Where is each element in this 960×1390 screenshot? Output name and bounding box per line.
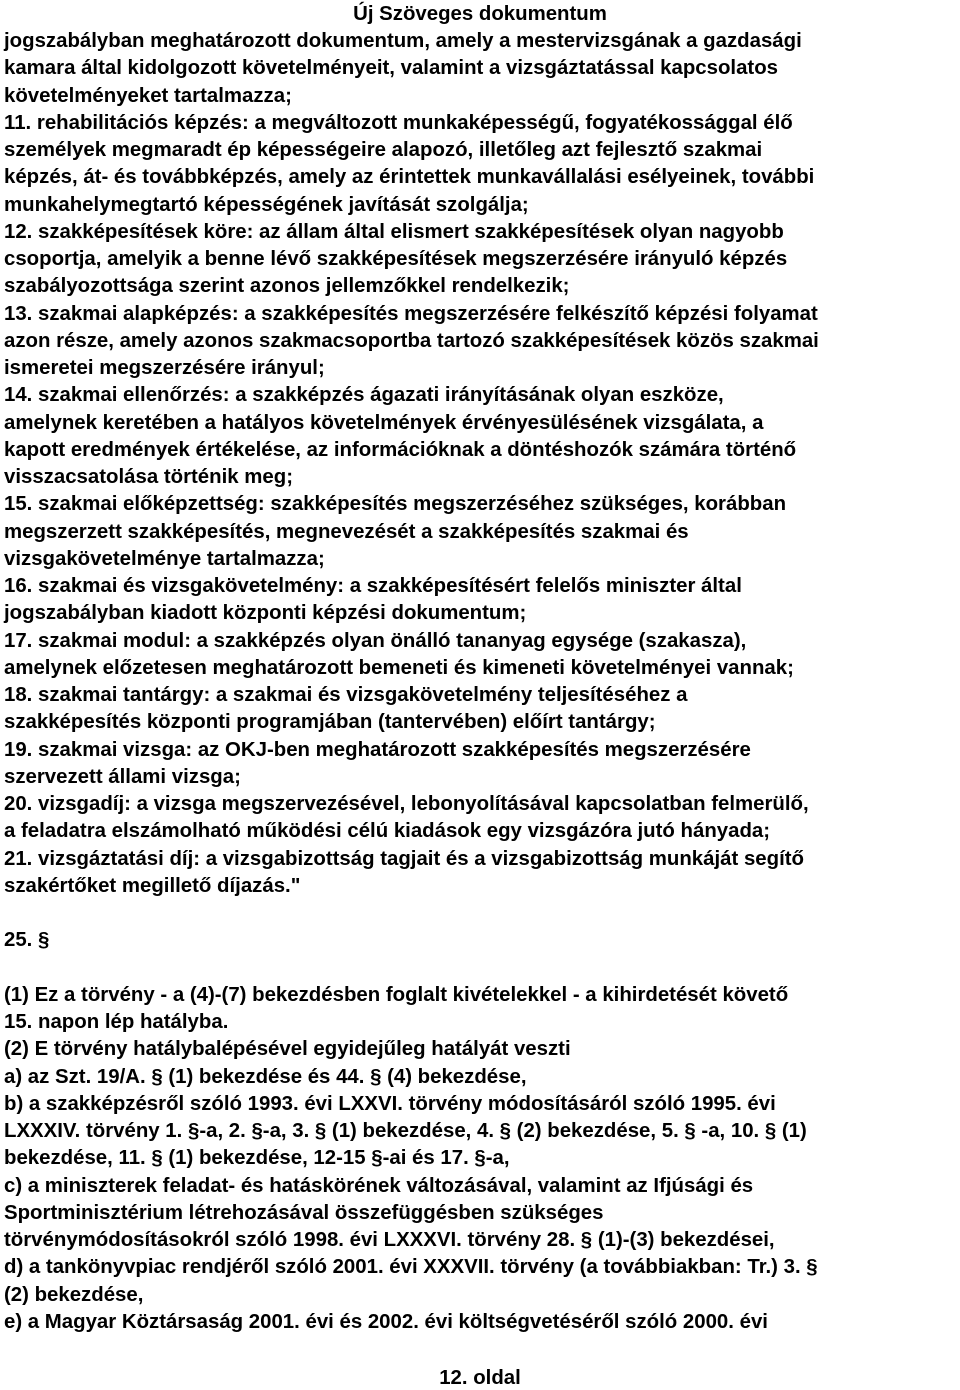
text-line: 17. szakmai modul: a szakképzés olyan önálló tananyag egysége (szakasza), [4, 629, 747, 652]
text-line: szabályozottsága szerint azonos jellemzőkkel rendelkezik; [4, 275, 570, 298]
document-title: Új Szöveges dokumentum [353, 3, 607, 25]
text-line: c) a miniszterek feladat- és hatáskörének változásával, valamint az Ifjúsági és [4, 1174, 754, 1197]
text-line: jogszabályban meghatározott dokumentum, amely a mestervizsgának a gazdasági [4, 30, 802, 52]
text-line: ismeretei megszerzésére irányul; [4, 357, 325, 379]
text-line: 12. szakképesítések köre: az állam által elismert szakképesítések olyan nagyobb [4, 220, 784, 243]
text-line: megszerzett szakképesítés, megnevezését a szakképesítés szakmai és [4, 520, 689, 543]
text-line: kamara által kidolgozott követelményeit, valamint a vizsgáztatással kapcsolatos [4, 57, 779, 80]
text-line: 15. szakmai előképzettség: szakképesítés megszerzéséhez szükséges, korábban [4, 493, 787, 516]
text-line: amelynek keretében a hatályos követelmények érvényesülésének vizsgálata, a [4, 411, 764, 434]
text-line: 13. szakmai alapképzés: a szakképesítés megszerzésére felkészítő képzési folyamat [4, 302, 818, 325]
page-number: 12. oldal [439, 1367, 521, 1389]
text-line: képzés, át- és továbbképzés, amely az érintettek munkavállalási esélyeinek, további [4, 166, 815, 189]
text-line: azon része, amely azonos szakmacsoportba tartozó szakképesítések közös szakmai [4, 329, 819, 352]
text-line: kapott eredmények értékelése, az információknak a döntéshozók számára történő [4, 438, 797, 461]
text-line: 18. szakmai tantárgy: a szakmai és vizsgakövetelmény teljesítéséhez a [4, 684, 688, 706]
text-line: szervezett állami vizsga; [4, 765, 241, 788]
blank-line [4, 900, 958, 927]
text-line: b) a szakképzésről szóló 1993. évi LXXVI. törvény módosításáról szóló 1995. évi [4, 1092, 776, 1115]
text-line: visszacsatolása történik meg; [4, 466, 293, 488]
text-line: 14. szakmai ellenőrzés: a szakképzés ágazati irányításának olyan eszköze, [4, 384, 724, 407]
text-line: a feladatra elszámolható működési célú kiadások egy vizsgázóra jutó hányada; [4, 820, 771, 843]
text-line: (2) E törvény hatálybalépésével egyidejűleg hatályát veszti [4, 1038, 571, 1061]
text-line: szakértőket megillető díjazás." [4, 874, 301, 897]
text-line: törvénymódosításokról szóló 1998. évi LXXXVI. törvény 28. § (1)-(3) bekezdései, [4, 1229, 775, 1251]
text-line: (2) bekezdése, [4, 1283, 144, 1306]
blank-line [4, 955, 958, 982]
text-line: 19. szakmai vizsga: az OKJ-ben meghatározott szakképesítés megszerzésére [4, 738, 751, 761]
text-line: 15. napon lép hatályba. [4, 1011, 229, 1033]
text-line: bekezdése, 11. § (1) bekezdése, 12-15 §-ai és 17. §-a, [4, 1147, 510, 1170]
text-line: LXXXIV. törvény 1. §-a, 2. §-a, 3. § (1) bekezdése, 4. § (2) bekezdése, 5. § -a, 10. § (1) [4, 1120, 807, 1142]
text-line: d) a tankönyvpiac rendjéről szóló 2001. évi XXXVII. törvény (a továbbiakban: Tr.) 3. § [4, 1256, 818, 1279]
document-body [4, 28, 958, 1336]
text-line: jogszabályban kiadott központi képzési dokumentum; [4, 602, 527, 625]
text-line: szakképesítés központi programjában (tantervében) előírt tantárgy; [4, 711, 656, 734]
text-line: vizsgakövetelménye tartalmazza; [4, 547, 325, 570]
text-line: e) a Magyar Köztársaság 2001. évi és 2002. évi költségvetéséről szóló 2000. évi [4, 1310, 768, 1333]
text-line: követelményeket tartalmazza; [4, 84, 292, 107]
text-line: 21. vizsgáztatási díj: a vizsgabizottság tagjait és a vizsgabizottság munkáját segítő [4, 847, 804, 870]
text-line: amelynek előzetesen meghatározott bemeneti és kimeneti követelményei vannak; [4, 656, 794, 679]
text-line: csoportja, amelyik a benne lévő szakképesítések megszerzésére irányuló képzés [4, 248, 788, 270]
text-line: munkahelymegtartó képességének javítását szolgálja; [4, 193, 529, 216]
text-line: Sportminisztérium létrehozásával összefüggésben szükséges [4, 1201, 604, 1224]
text-line: (1) Ez a törvény - a (4)-(7) bekezdésben foglalt kivételekkel - a kihirdetését követő [4, 983, 789, 1006]
text-line: 25. § [4, 929, 50, 952]
text-line: személyek megmaradt ép képességeire alapozó, illetőleg azt fejlesztő szakmai [4, 139, 763, 161]
text-line: 20. vizsgadíj: a vizsga megszervezésével, lebonyolításával kapcsolatban felmerülő, [4, 793, 809, 815]
text-line: 11. rehabilitációs képzés: a megváltozott munkaképességű, fogyatékossággal élő [4, 111, 793, 134]
text-line: a) az Szt. 19/A. § (1) bekezdése és 44. § (4) bekezdése, [4, 1065, 527, 1088]
text-line: 16. szakmai és vizsgakövetelmény: a szakképesítésért felelős miniszter által [4, 575, 742, 597]
